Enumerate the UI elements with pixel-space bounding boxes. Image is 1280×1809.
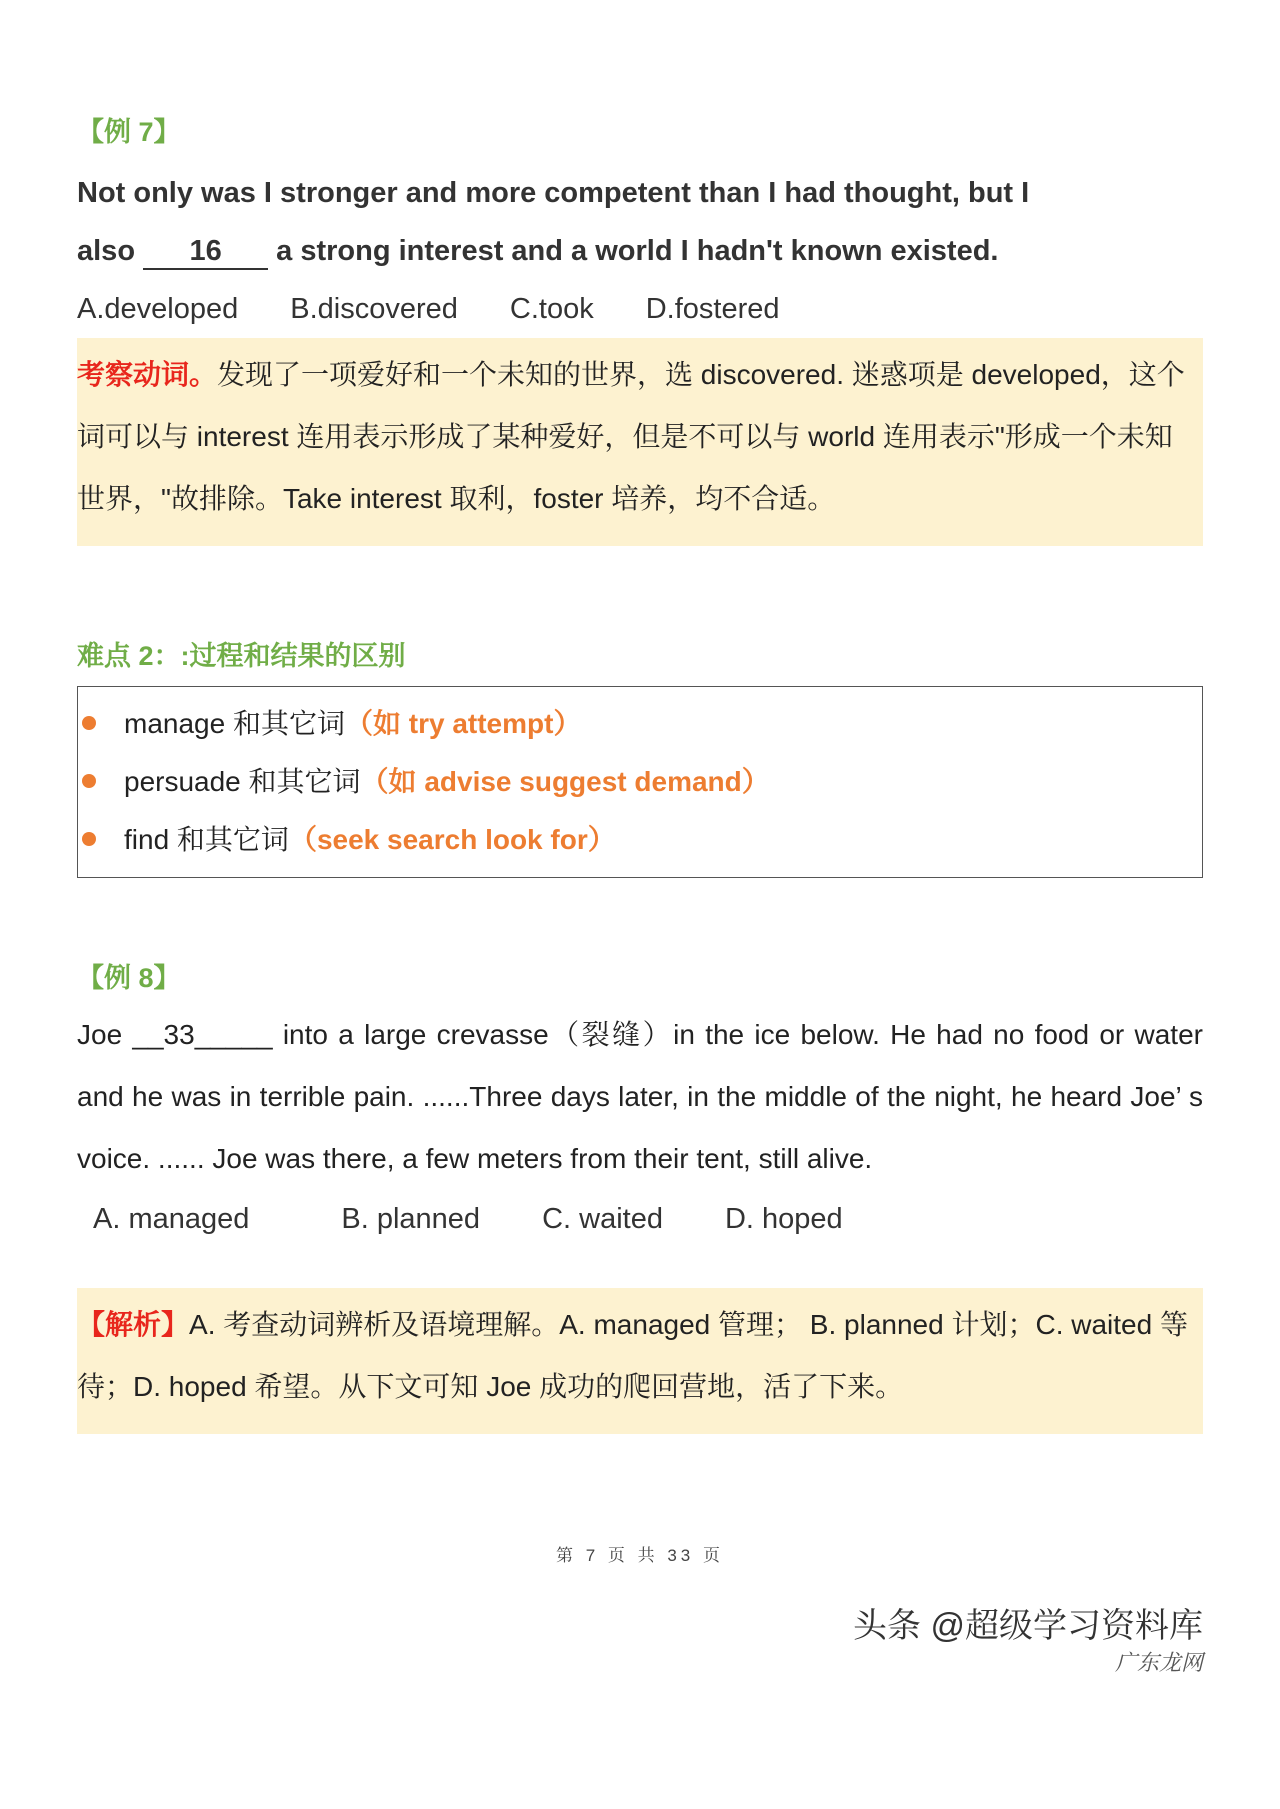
- item-word: persuade 和其它词: [124, 766, 361, 797]
- analysis-label: 【解析】: [77, 1309, 190, 1340]
- option-b: B.discovered: [290, 293, 458, 325]
- question-post: a strong interest and a world I hadn't known existed.: [276, 235, 999, 267]
- analysis-text: 发现了一项爱好和一个未知的世界，选 discovered. 迷惑项是 developed，这个词可以与 interest 连用表示形成了某种爱好，但是不可以与 world 连用表示"形成一个未知世界，"故排除。Take interest 取利，foster 培养，均不合适。: [77, 359, 1185, 514]
- example8-options: [77, 1190, 1203, 1248]
- example7-analysis: [77, 338, 1203, 546]
- example8-tag: 【例 8】: [77, 963, 181, 993]
- option-d: D. hoped: [724, 1203, 843, 1235]
- item-note: （seek search look for）: [288, 824, 616, 855]
- watermark-area: [77, 1604, 1203, 1678]
- list-item: [78, 811, 1202, 869]
- analysis-label: 考察动词。: [77, 359, 218, 390]
- option-d: D.fostered: [645, 293, 780, 325]
- item-word: find 和其它词: [124, 824, 289, 855]
- option-a: A.developed: [77, 293, 239, 325]
- item-note: （如 advise suggest demand）: [360, 766, 770, 797]
- example8-passage: Joe __33_____ into a large crevasse（裂缝）in the ice below. He had no food or water and he was in terrible pain. ......Three days later, in the middle of the night, he heard Joe’ s voice. ...... Joe was there, a few meters from their tent, still alive.: [77, 1019, 1203, 1174]
- question-line1: Not only was I stronger and more competent than I had thought, but I: [77, 177, 1030, 209]
- question-pre: also: [77, 235, 136, 267]
- item-word: manage 和其它词: [124, 708, 345, 739]
- question-line2: [77, 222, 1203, 280]
- difficulty2-box: [77, 686, 1203, 878]
- option-b: B. planned: [341, 1203, 481, 1235]
- option-c: C. waited: [542, 1203, 663, 1235]
- watermark-overlay: 广东龙网: [1114, 1650, 1203, 1675]
- example7-question: [77, 164, 1203, 280]
- item-note: （如 try attempt）: [344, 708, 582, 739]
- list-item: [78, 695, 1202, 753]
- example7-tag: 【例 7】: [77, 117, 181, 147]
- page-number: 第 7 页 共 33 页: [556, 1546, 724, 1565]
- analysis-text: A. 考查动词辨析及语境理解。A. managed 管理； B. planned 计划；C. waited 等待；D. hoped 希望。从下文可知 Joe 成功的爬回营地，活了下来。: [77, 1309, 1188, 1402]
- bullet-icon: [82, 774, 96, 788]
- option-a: A. managed: [93, 1203, 250, 1235]
- bullet-icon: [82, 716, 96, 730]
- bullet-icon: [82, 832, 96, 846]
- example7-options: [77, 280, 1203, 338]
- watermark: 头条 @超级学习资料库: [853, 1607, 1203, 1645]
- answer-blank: 16: [143, 234, 268, 270]
- example8-analysis: [77, 1288, 1203, 1434]
- difficulty2-heading: 难点 2：:过程和结果的区别: [77, 641, 406, 671]
- list-item: [78, 753, 1202, 811]
- option-c: C.took: [509, 293, 594, 325]
